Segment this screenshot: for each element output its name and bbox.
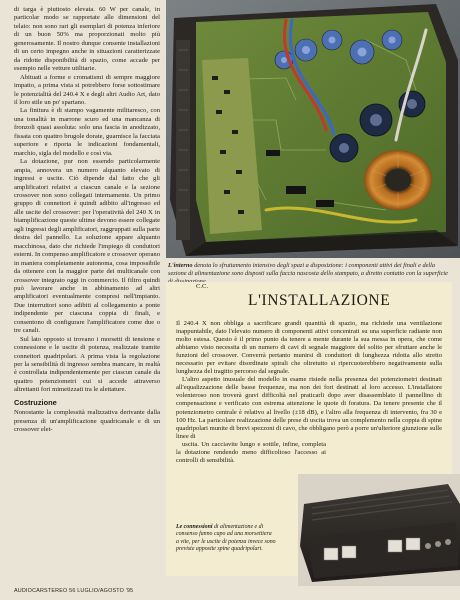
caption-lead: Le connessioni [176,524,213,530]
paragraph: La dotazione, pur non essendo particolarmente ampia, annovera un numero alquanto elevato di ingressi e uscite. Ciò dipende dal fatto che gli amplificatori relativi a ciascun canale e la sezione crossover non sono collegati internamente. Un primo gruppo di connettori è quindi adibito all'ingresso ed alle uscite del crossover: per l'operatività del 240 X in biamplificazione queste ultime devono essere collegate agli ingressi degli amplificatori, raggruppati sulla parte destra del pannello. La soluzione appare alquanto macchinosa, dato che richiede l'impiego di conduttori esterni. In compenso amplificatore e crossover operano in maniera completamente autonoma, cosa impossibile da ottenere con la maggior parte dei multicanale con crossover integrato oggi in commercio. Il filtro quindi può lavorare anche in abbinamento ad altri amplificatori eventualmente compresi nell'impianto. Due interruttori sono adibiti al collegamento a ponte indipendente per ciascuna coppia di finali, e consentono di configurare l'amplificatore come due o tre canali. [14,158,160,335]
paragraph: Il 240.4 X non obbliga a sacrificare grandi quantità di spazio, ma richiede una ventilazione inappuntabile, dato l'elevato numero di componenti attivi concentrati su una superficie radiante non molto estesa. Questo è il primo punto da tenere a mente durante la sua messa in opera, che come abbiamo visto necessita di un numero di cavi di segnale maggiore del solito per sfruttare anche le funzioni del crossover. Converrà pertanto munirsi di conduttori di lunghezza ridotta allo stretto necessario per evitare disordinate spirali che oltretutto si ripercuoterebbero negativamente sulla lunghezza del tragitto percorso dal segnale. [176,320,442,376]
author-signature: C.C. [196,283,209,290]
paragraph: Abituati a forme e cromatismi di sempre maggiore impatto, a prima vista si potrebbero forse sottostimare le potenzialità del 240.4 X e degli altri Audio Art, dato il loro stile un po' spartano. [14,73,160,106]
installation-title: L'INSTALLAZIONE [248,292,391,309]
left-text-column [14,6,160,580]
photo-caption-connections [176,524,276,553]
installation-body [176,320,442,465]
paragraph: Nonostante la complessità realizzativa derivante dalla presenza di un'amplificazione quadricanale e di un crossover elet- [14,409,160,434]
amplifier-interior-photo [166,0,460,258]
caption-text: denota lo sfruttamento intensivo degli spazi a disposizione: i componenti attivi dei finali e della sezione di alimentazione sono disposti sulla faccia nascosta dello stampato, a diretto contatto con la superficie [168,262,448,277]
paragraph: Sul lato opposto si trovano i morsetti di tensione e connessione e le uscite di potenza, realizzate tramite connettori quadripolari. A prima vista la regolazione per la sensibilità di ingresso sembra mancare, in realtà è controllata indipendentemente per ciascun canale da quattro potenziometri cui si accede attraverso altrettanti fori mimetizzati tra le alettature. [14,335,160,394]
caption-lead: L'interno [168,262,193,269]
paragraph: La finitura è di stampo vagamente militaresco, con una tonalità in marrone scuro ed una mancanza di fronzoli quasi assoluta: solo una fascia in anodizzato, fissata con quattro brugole dorate, guarnisce la facciata superiore e riporta le indicazioni fondamentali, marchio, sigla del modello e così via. [14,107,160,157]
section-heading: Costruzione [14,397,57,407]
caption-text: di alimentazione e di consenso fanno capo ad una morsettiera a vite, per le uscite di potenza invece sono previste apposite spine quadripolari. [176,524,276,552]
page-footer: AUDIOCARSTEREO 56 LUGLIO/AGOSTO '95 [14,588,134,594]
amplifier-connectors-photo [298,474,460,586]
paragraph: uscita. Un cacciavite lungo e sottile, infine, completa la dotazione rendendo meno difficoltoso l'accesso ai controlli di sensibilità. [176,440,326,464]
paragraph: di targa è piuttosto elevata. 60 W per canale, in particolar modo se rapportate alle dimensioni del telaio: non sono rari gli esemplari di potenza inferiore di un buon 50% ma proporzionati molto più generosamente. Il nostro dunque consente installazioni di un certo impegno anche in situazioni caratterizzate da ridotte disponibilità di spazio, come accade per esempio nelle vetture utilitarie. [14,6,160,73]
paragraph: L'altro aspetto inusuale del modello in esame risiede nella presenza dei potenziometri destinati all'equalizzazione delle basse frequenze, ma non dei fori destinati al loro accesso. L'installatore volenteroso non troverà gravi difficoltà nel praticarli dopo aver disassemblato il pannellino di compensazione e verificato con estrema attenzione le quote di foratura. Da tenere presente che il potenziometro centrale è relativo al livello (±18 dB), e l'altro alla frequenza di intervento, fra 30 e 100 Hz. La particolare realizzazione delle prese di uscita trova un complemento nella coppia di spine quadripolari munite di brevi spezzoni di cavo, che obbligano però a porre un'ulteriore giunzione sulle linee di [176,376,442,440]
